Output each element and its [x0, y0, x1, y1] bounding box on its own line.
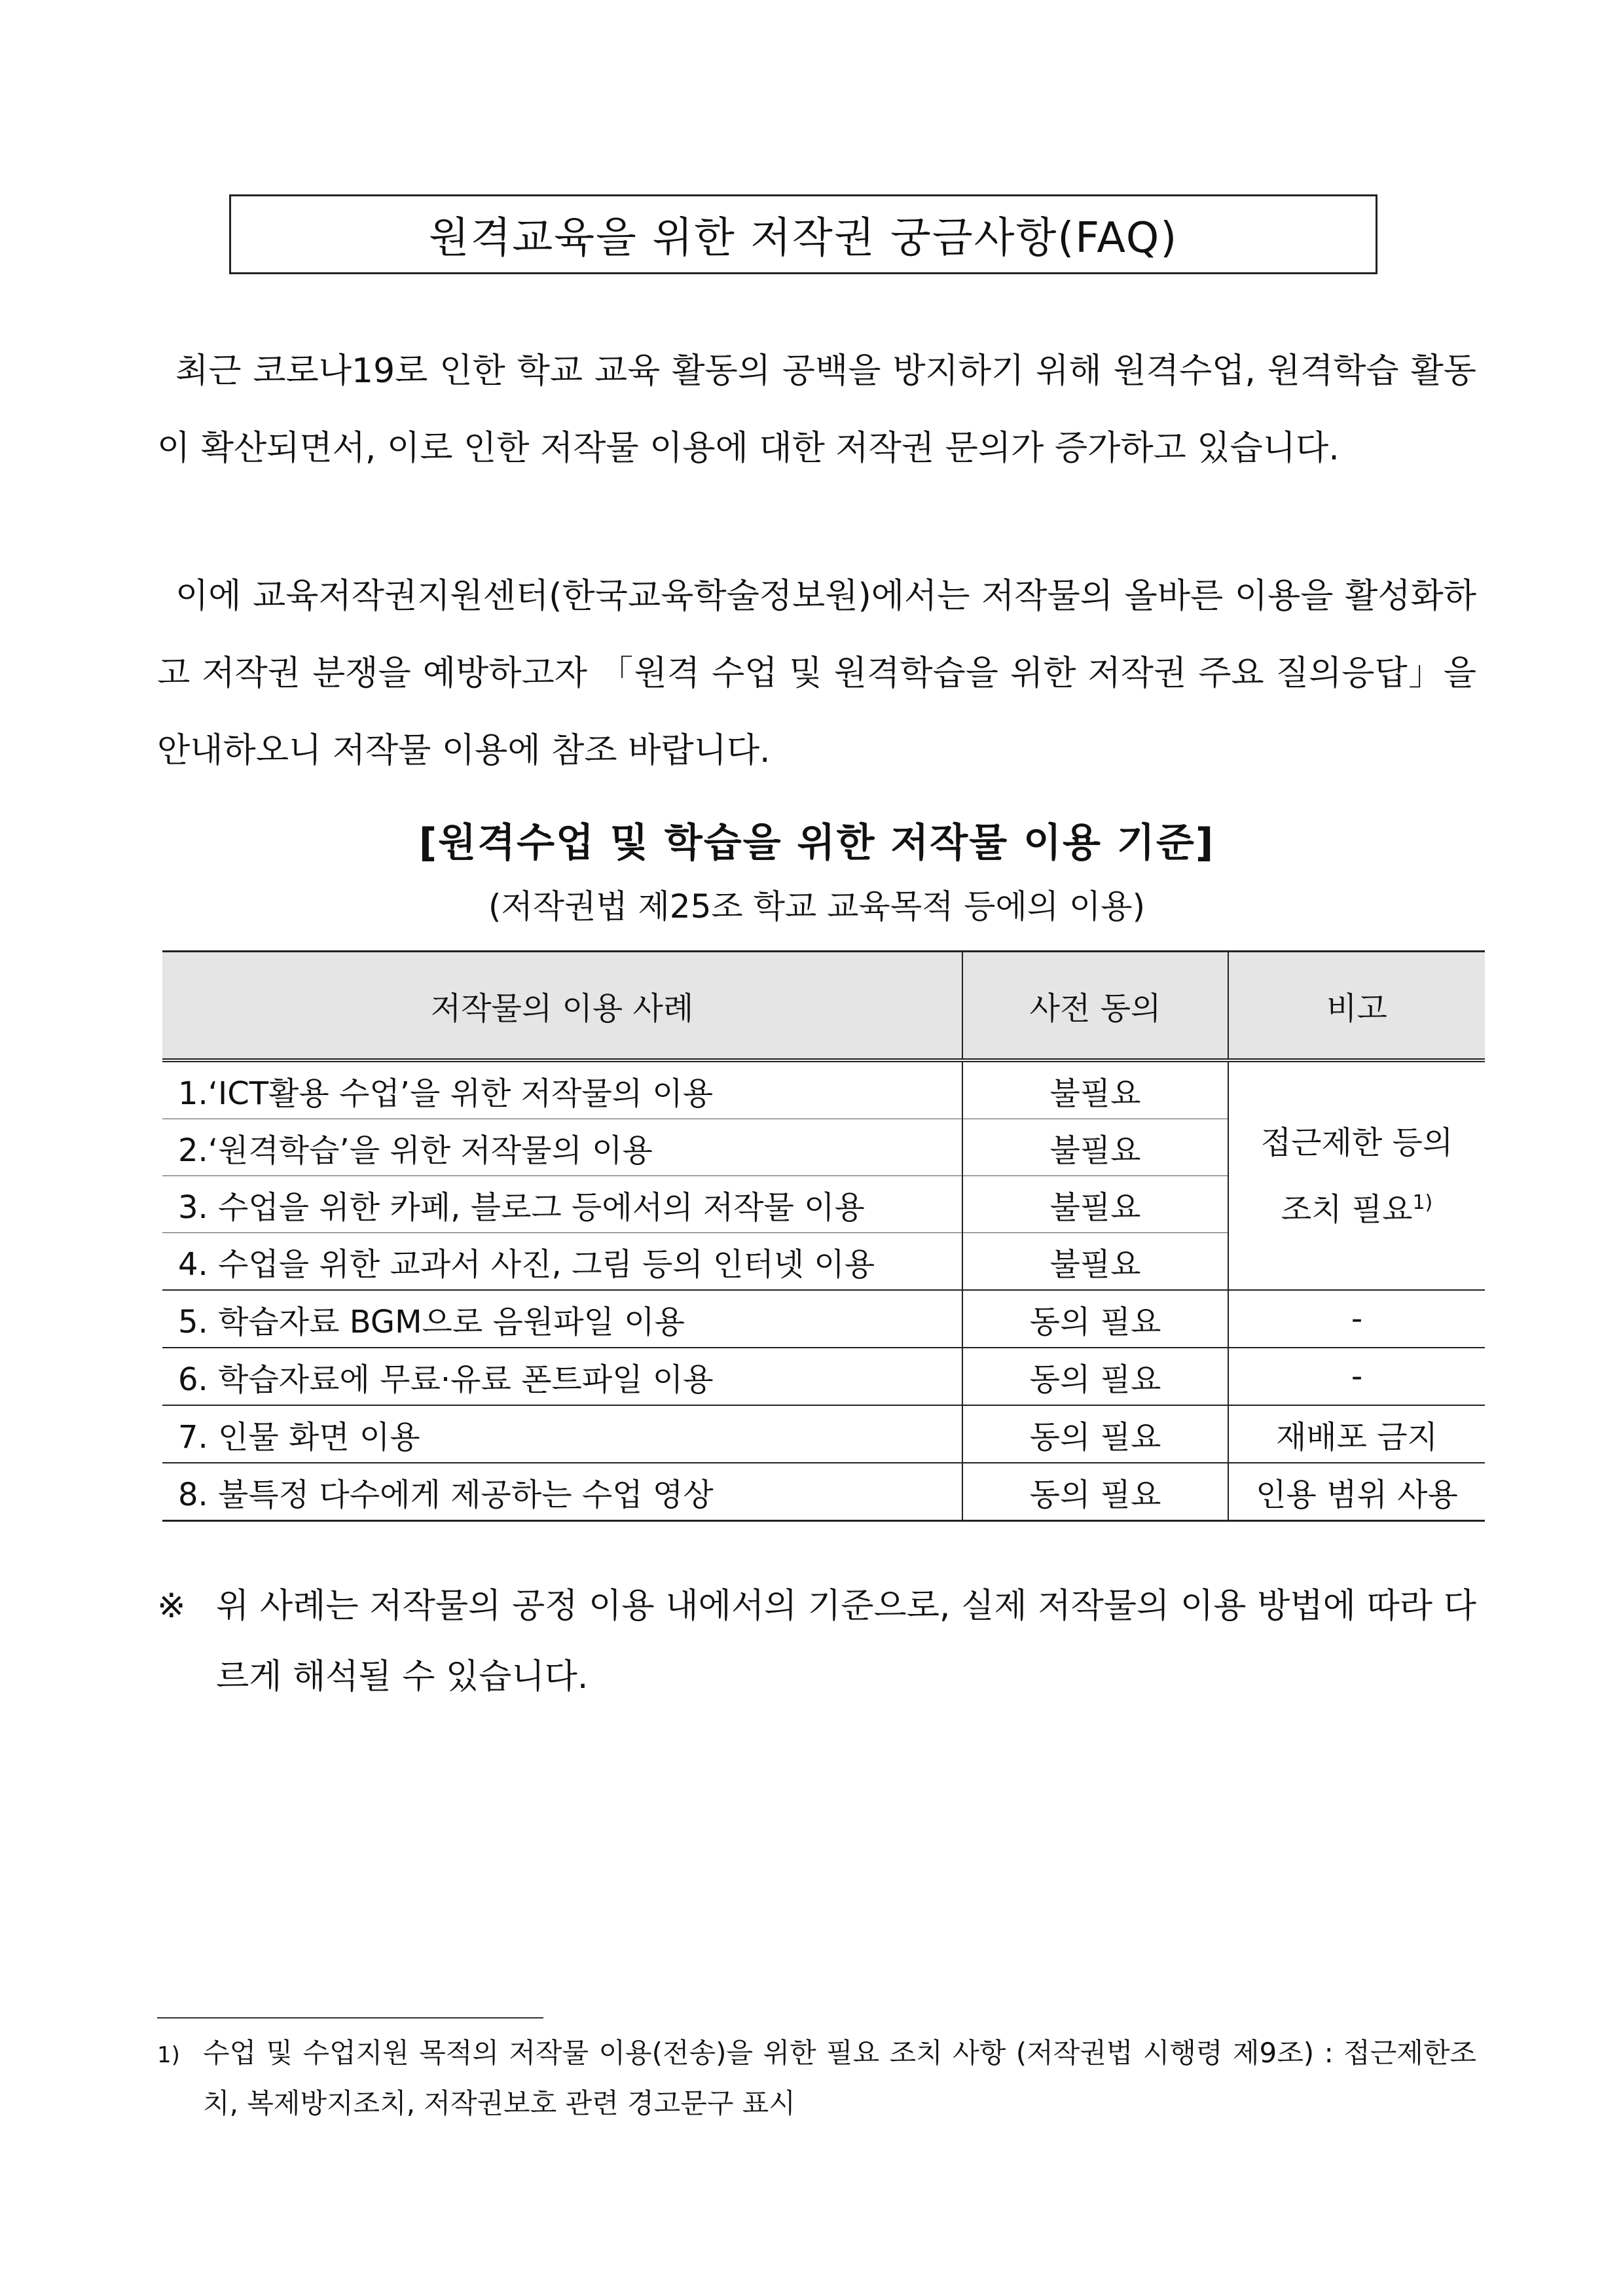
case-cell: 8. 불특정 다수에게 제공하는 수업 영상 — [162, 1463, 962, 1521]
table-row — [162, 1348, 1485, 1405]
header-note: 비고 — [1228, 952, 1485, 1061]
case-cell: 2.‘원격학습’을 위한 저작물의 이용 — [162, 1119, 962, 1176]
notice-paragraph — [157, 1571, 1476, 1712]
table-row — [162, 1405, 1485, 1463]
intro-text-1: 최근 코로나19로 인한 학교 교육 활동의 공백을 방지하기 위해 원격수업, 원격학습 활동이 확산되면서, 이로 인한 저작물 이용에 대한 저작권 문의가 증가하고 있습니다. — [157, 351, 1476, 468]
section-title: [원격수업 및 학습을 위한 저작물 이용 기준] — [418, 820, 1215, 866]
consent-cell: 불필요 — [962, 1233, 1228, 1291]
intro-paragraph-2 — [157, 558, 1476, 789]
footnote-divider — [157, 2017, 543, 2018]
case-cell: 1.‘ICT활용 수업’을 위한 저작물의 이용 — [162, 1060, 962, 1119]
page-title: 원격교육을 위한 저작권 궁금사항(FAQ) — [428, 214, 1178, 262]
consent-cell: 불필요 — [962, 1176, 1228, 1233]
section-subtitle: (저작권법 제25조 학교 교육목적 등에의 이용) — [488, 888, 1146, 925]
case-cell: 7. 인물 화면 이용 — [162, 1405, 962, 1463]
header-consent: 사전 동의 — [962, 952, 1228, 1061]
footnote-ref: 1) — [1412, 1191, 1433, 1214]
case-cell: 4. 수업을 위한 교과서 사진, 그림 등의 인터넷 이용 — [162, 1233, 962, 1291]
intro-text-2: 이에 교육저작권지원센터(한국교육학술정보원)에서는 저작물의 올바른 이용을 활성화하고 저작권 분쟁을 예방하고자 「원격 수업 및 원격학습을 위한 저작권 주요 질의응답」을 안내하오니 저작물 이용에 참조 바랍니다. — [157, 577, 1476, 770]
note-cell: 재배포 금지 — [1228, 1405, 1485, 1463]
merged-note-line1: 접근제한 등의 — [1260, 1124, 1453, 1161]
merged-note-cell — [1228, 1060, 1485, 1290]
reference-mark-icon: ※ — [157, 1587, 186, 1626]
header-case: 저작물의 이용 사례 — [162, 952, 962, 1061]
usage-criteria-table — [162, 950, 1485, 1522]
case-cell: 5. 학습자료 BGM으로 음원파일 이용 — [162, 1290, 962, 1348]
note-cell: - — [1228, 1348, 1485, 1405]
footnote-text: 수업 및 수업지원 목적의 저작물 이용(전송)을 위한 필요 조치 사항 (저작권법 시행령 제9조) : 접근제한조치, 복제방지조치, 저작권보호 관련 경고문구 표시 — [203, 2037, 1476, 2119]
case-cell: 3. 수업을 위한 카페, 블로그 등에서의 저작물 이용 — [162, 1176, 962, 1233]
consent-cell: 불필요 — [962, 1119, 1228, 1176]
case-cell: 6. 학습자료에 무료·유료 폰트파일 이용 — [162, 1348, 962, 1405]
table-row — [162, 1463, 1485, 1521]
consent-cell: 불필요 — [962, 1060, 1228, 1119]
note-cell: - — [1228, 1290, 1485, 1348]
consent-cell: 동의 필요 — [962, 1290, 1228, 1348]
intro-paragraph-1 — [157, 332, 1476, 487]
consent-cell: 동의 필요 — [962, 1348, 1228, 1405]
table-header-row — [162, 952, 1485, 1061]
note-cell: 인용 범위 사용 — [1228, 1463, 1485, 1521]
table-row — [162, 1290, 1485, 1348]
table-row — [162, 1060, 1485, 1119]
consent-cell: 동의 필요 — [962, 1405, 1228, 1463]
page-title-box — [229, 194, 1377, 274]
notice-text: 위 사례는 저작물의 공정 이용 내에서의 기준으로, 실제 저작물의 이용 방법에 따라 다르게 해석될 수 있습니다. — [216, 1587, 1476, 1696]
consent-cell: 동의 필요 — [962, 1463, 1228, 1521]
footnote-mark: 1) — [157, 2042, 180, 2068]
footnote — [157, 2029, 1476, 2128]
merged-note-line2: 조치 필요 — [1281, 1191, 1413, 1228]
